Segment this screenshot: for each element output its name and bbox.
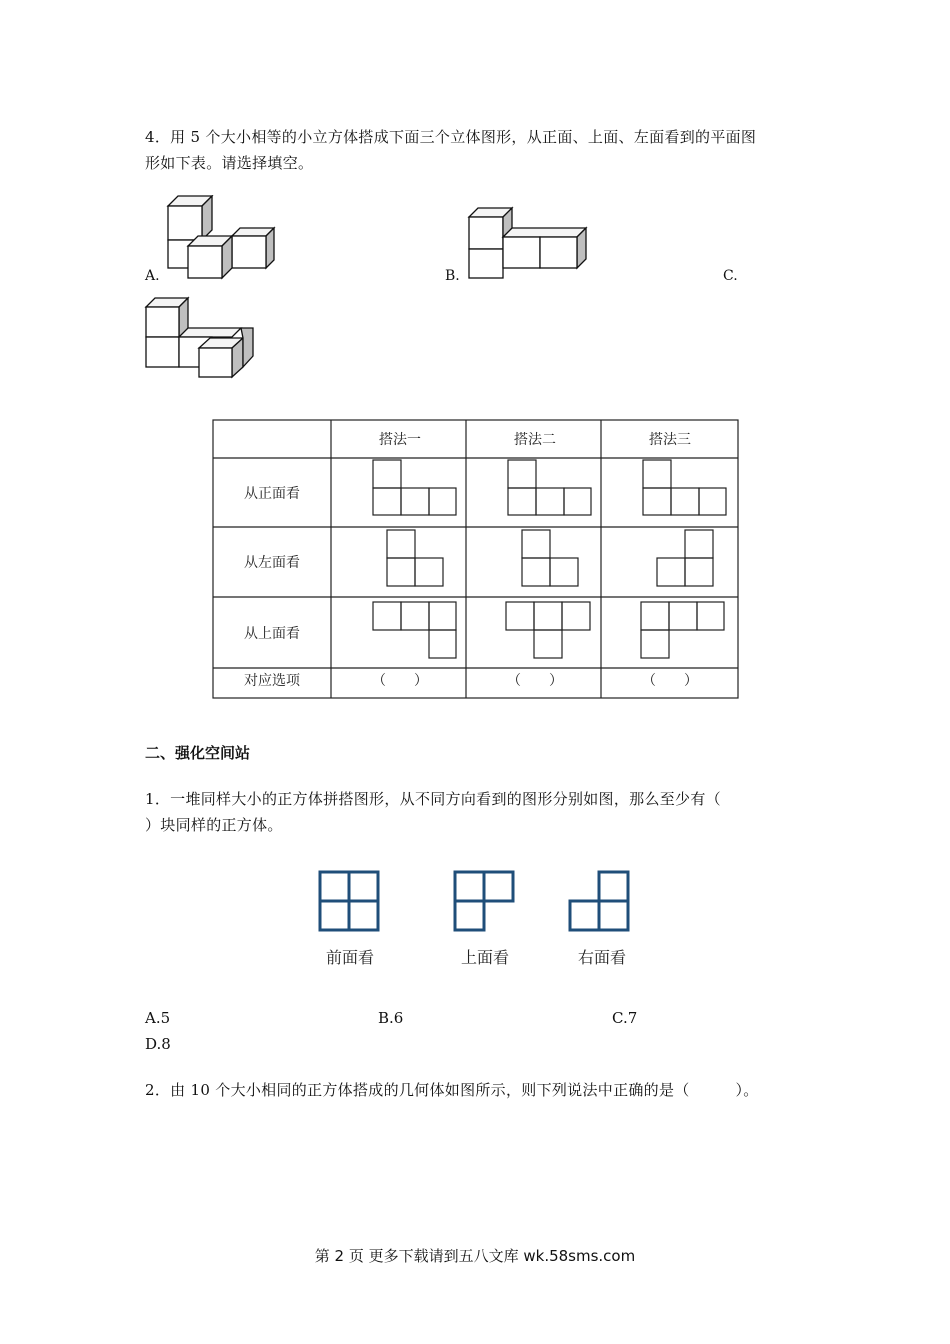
left-view-1: [387, 530, 443, 586]
view-label-front: 前面看: [325, 948, 375, 967]
option-a-label: A.: [145, 268, 160, 284]
header-method-2: 搭法二: [514, 432, 556, 448]
row-label-front: 从正面看: [244, 486, 300, 502]
choice-a[interactable]: A.5: [145, 1009, 171, 1027]
q1-text-line1: 1．一堆同样大小的正方体拼搭图形，从不同方向看到的图形分别如图，那么至少有（: [145, 790, 721, 808]
view-label-top: 上面看: [460, 948, 510, 967]
front-view-squares: [320, 872, 378, 930]
front-view-1: [373, 460, 456, 515]
option-c-label: C.: [723, 268, 738, 284]
option-b-label: B.: [445, 268, 460, 284]
choice-d[interactable]: D.8: [145, 1035, 171, 1053]
choice-c[interactable]: C.7: [612, 1009, 638, 1027]
header-method-3: 搭法三: [649, 432, 691, 448]
q4-text-line1: 4．用 5 个大小相等的小立方体搭成下面三个立体图形，从正面、上面、左面看到的平面图: [145, 128, 757, 146]
page-footer: 第 2 页 更多下载请到五八文库 wk.58sms.com: [314, 1247, 636, 1265]
views-table: [212, 419, 740, 701]
figure-c-cubes: [143, 296, 263, 381]
answer-blank-2[interactable]: （ ）: [507, 673, 563, 689]
row-label-answer: 对应选项: [244, 673, 300, 689]
header-method-1: 搭法一: [379, 432, 421, 448]
top-view-2: [506, 602, 590, 658]
row-label-left: 从左面看: [244, 555, 300, 571]
figure-a-cubes: [160, 195, 280, 280]
section-2-title: 二、强化空间站: [145, 744, 251, 762]
answer-blank-3[interactable]: （ ）: [642, 673, 698, 689]
answer-blank-1[interactable]: （ ）: [372, 673, 428, 689]
q1-views-diagram: [310, 865, 640, 975]
choice-b[interactable]: B.6: [378, 1009, 404, 1027]
q2-text: 2．由 10 个大小相同的正方体搭成的几何体如图所示，则下列说法中正确的是（ ）。: [145, 1081, 759, 1099]
left-view-2: [522, 530, 578, 586]
q4-text-line2: 形如下表。请选择填空。: [145, 154, 314, 172]
view-label-right: 右面看: [577, 948, 627, 967]
top-view-1: [373, 602, 456, 658]
top-view-3: [641, 602, 724, 658]
figure-b-cubes: [465, 205, 595, 280]
right-view-squares: [570, 872, 628, 930]
top-view-squares: [455, 872, 513, 930]
front-view-3: [643, 460, 726, 515]
front-view-2: [508, 460, 591, 515]
row-label-top: 从上面看: [244, 626, 300, 642]
q1-text-line2: ）块同样的正方体。: [145, 816, 283, 834]
left-view-3: [657, 530, 713, 586]
